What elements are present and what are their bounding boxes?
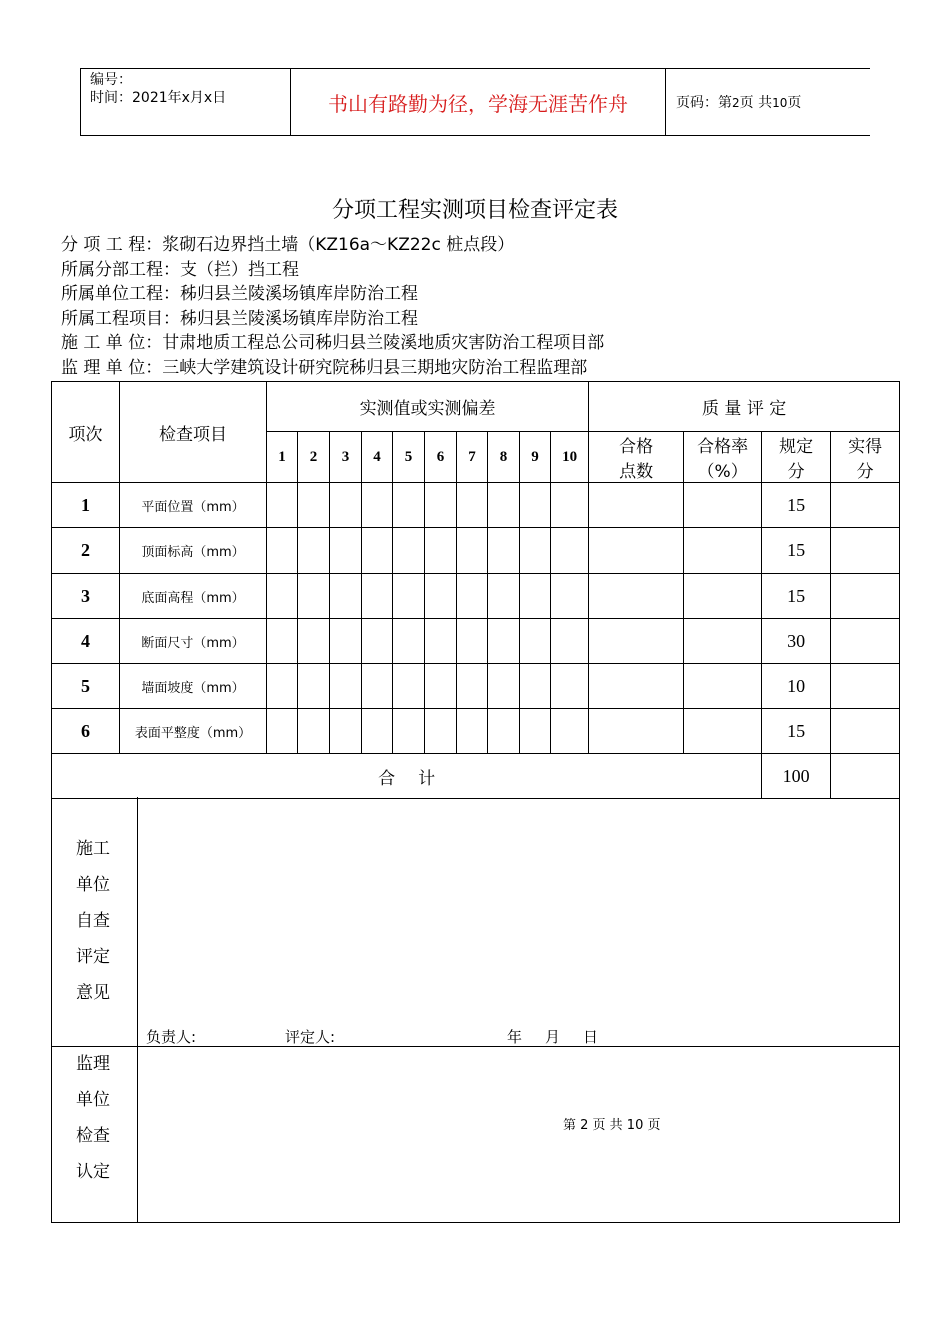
table-row bbox=[52, 528, 900, 574]
pass-points-line2: 点数 bbox=[619, 462, 654, 482]
actual-score-line1: 实得 bbox=[848, 437, 883, 457]
measure-col-10: 10 bbox=[551, 432, 589, 483]
col-header-quality: 质 量 评 定 bbox=[589, 382, 900, 432]
actual-score-line2: 分 bbox=[856, 462, 874, 482]
self-check-label-3: 自查 bbox=[76, 911, 110, 931]
header-page-number bbox=[666, 69, 871, 136]
total-char-1: 合 bbox=[378, 768, 396, 789]
measure-col-6: 6 bbox=[425, 432, 457, 483]
measure-col-7: 7 bbox=[457, 432, 488, 483]
col-header-index: 项次 bbox=[52, 382, 120, 483]
row-item: 底面高程（mm） bbox=[120, 574, 267, 619]
table-row bbox=[52, 709, 900, 754]
measure-col-8: 8 bbox=[488, 432, 520, 483]
total-score: 100 bbox=[762, 754, 831, 799]
info-line-project: 所属工程项目：秭归县兰陵溪场镇库岸防治工程 bbox=[61, 308, 418, 329]
total-row bbox=[52, 754, 900, 799]
page-prefix: 页码：第 bbox=[676, 95, 732, 111]
self-check-label-2: 单位 bbox=[76, 875, 110, 895]
row-spec-score: 15 bbox=[762, 483, 831, 528]
supervision-label-3: 检查 bbox=[76, 1126, 110, 1146]
row-spec-score: 10 bbox=[762, 664, 831, 709]
col-header-pass-rate bbox=[684, 432, 762, 483]
pass-rate-line1: 合格率 bbox=[697, 437, 749, 457]
document-title: 分项工程实测项目检查评定表 bbox=[331, 198, 618, 223]
table-row bbox=[52, 619, 900, 664]
row-item: 顶面标高（mm） bbox=[120, 528, 267, 574]
table-row bbox=[52, 574, 900, 619]
time-label: 时间：2021年x月x日 bbox=[90, 90, 227, 106]
pass-points-line1: 合格 bbox=[619, 437, 654, 457]
header-box bbox=[80, 68, 870, 136]
row-item: 墙面坡度（mm） bbox=[120, 664, 267, 709]
col-header-pass-points bbox=[589, 432, 684, 483]
supervision-section bbox=[51, 1046, 900, 1223]
header-code-time bbox=[81, 69, 291, 136]
measure-col-2: 2 bbox=[298, 432, 330, 483]
page-suffix: 页 bbox=[787, 95, 802, 111]
measure-col-4: 4 bbox=[362, 432, 393, 483]
self-check-label-5: 意见 bbox=[76, 983, 110, 1003]
col-header-item: 检查项目 bbox=[120, 382, 267, 483]
row-index: 1 bbox=[52, 483, 120, 528]
total-label bbox=[52, 754, 762, 799]
table-row bbox=[52, 483, 900, 528]
row-spec-score: 15 bbox=[762, 528, 831, 574]
row-item: 断面尺寸（mm） bbox=[120, 619, 267, 664]
info-line-division: 所属分部工程：支（拦）挡工程 bbox=[61, 259, 299, 280]
measure-col-3: 3 bbox=[330, 432, 362, 483]
row-index: 3 bbox=[52, 574, 120, 619]
date-month: 月 bbox=[545, 1028, 561, 1046]
pass-rate-line2: （%） bbox=[697, 462, 748, 482]
info-line-unit-project: 所属单位工程：秭归县兰陵溪场镇库岸防治工程 bbox=[61, 284, 418, 305]
page-total: 10 bbox=[772, 96, 788, 110]
assessor-label: 评定人: bbox=[285, 1028, 336, 1046]
col-header-measured: 实测值或实测偏差 bbox=[267, 382, 589, 432]
supervision-label-4: 认定 bbox=[76, 1162, 110, 1182]
spec-score-line1: 规定 bbox=[779, 437, 814, 457]
row-spec-score: 15 bbox=[762, 709, 831, 754]
date-year: 年 bbox=[507, 1028, 523, 1046]
row-index: 2 bbox=[52, 528, 120, 574]
page-num: 2 bbox=[732, 96, 740, 110]
supervision-label bbox=[52, 1047, 138, 1222]
inspection-table bbox=[51, 381, 900, 799]
info-line-supervisor: 监 理 单 位：三峡大学建筑设计研究院秭归县三期地灾防治工程监理部 bbox=[61, 357, 588, 378]
header-motto: 书山有路勤为径，学海无涯苦作舟 bbox=[291, 69, 666, 136]
info-line-contractor: 施 工 单 位：甘肃地质工程总公司秭归县兰陵溪地质灾害防治工程项目部 bbox=[61, 333, 605, 354]
info-line-sub-project: 分 项 工 程：浆砌石边界挡土墙（KZ16a～KZ22c 桩点段） bbox=[61, 235, 515, 255]
page-footer: 第 2 页 共 10 页 bbox=[563, 1118, 661, 1133]
self-check-label-4: 评定 bbox=[76, 947, 110, 967]
col-header-spec-score bbox=[762, 432, 831, 483]
spec-score-line2: 分 bbox=[787, 462, 805, 482]
responsible-label: 负责人: bbox=[146, 1028, 197, 1046]
col-header-actual-score bbox=[831, 432, 900, 483]
supervision-label-2: 单位 bbox=[76, 1090, 110, 1110]
date-day: 日 bbox=[583, 1028, 599, 1046]
row-spec-score: 15 bbox=[762, 574, 831, 619]
measure-col-5: 5 bbox=[393, 432, 425, 483]
row-index: 5 bbox=[52, 664, 120, 709]
measure-col-9: 9 bbox=[520, 432, 551, 483]
project-info bbox=[61, 233, 604, 381]
row-index: 4 bbox=[52, 619, 120, 664]
measure-col-1: 1 bbox=[267, 432, 298, 483]
code-label: 编号： bbox=[90, 72, 132, 88]
self-check-label bbox=[52, 797, 138, 1046]
self-check-section bbox=[51, 797, 900, 1047]
self-check-label-1: 施工 bbox=[76, 839, 110, 859]
row-item: 平面位置（mm） bbox=[120, 483, 267, 528]
table-row bbox=[52, 664, 900, 709]
row-spec-score: 30 bbox=[762, 619, 831, 664]
row-index: 6 bbox=[52, 709, 120, 754]
row-item: 表面平整度（mm） bbox=[120, 709, 267, 754]
supervision-label-1: 监理 bbox=[76, 1054, 110, 1074]
page-mid: 页 共 bbox=[739, 95, 773, 111]
total-char-2: 计 bbox=[418, 768, 436, 789]
